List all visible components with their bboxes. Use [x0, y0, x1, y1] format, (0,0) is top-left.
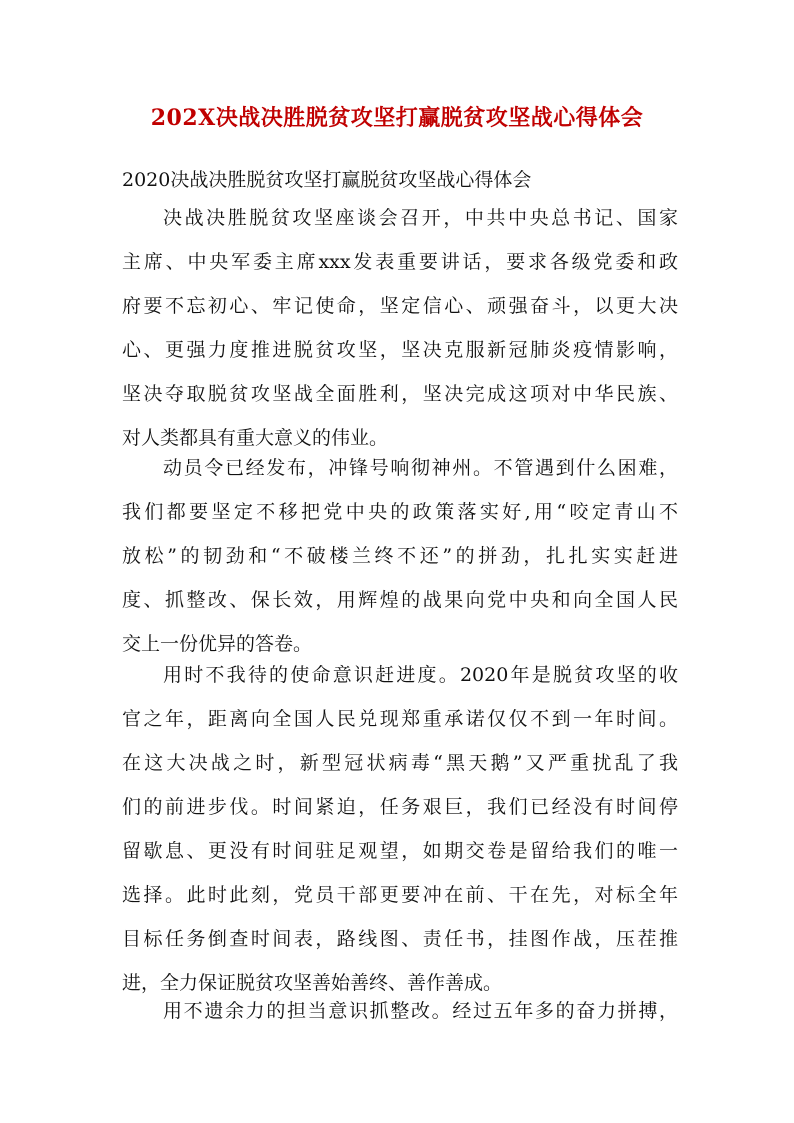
text-line: 用时不我待的使命意识赶进度。2020年是脱贫攻坚的收: [163, 664, 678, 686]
text-line: 坚决夺取脱贫攻坚战全面胜利，坚决完成这项对中华民族、: [122, 383, 678, 405]
text-line: 动员令已经发布，冲锋号响彻神州。不管遇到什么困难，: [163, 457, 678, 479]
text-line: 留歇息、更没有时间驻足观望，如期交卷是留给我们的唯一: [122, 840, 678, 862]
text-line: 主席、中央军委主席xxx发表重要讲话，要求各级党委和政: [122, 251, 678, 273]
text-line: 对人类都具有重大意义的伟业。: [122, 427, 389, 449]
text-line: 进，全力保证脱贫攻坚善始善终、善作善成。: [122, 972, 503, 994]
text-line: 选择。此时此刻，党员干部更要冲在前、干在先，对标全年: [122, 884, 678, 906]
document-title: 202X决战决胜脱贫攻坚打赢脱贫攻坚战心得体会: [150, 105, 644, 131]
text-line: 官之年，距离向全国人民兑现郑重承诺仅仅不到一年时间。: [122, 708, 678, 730]
text-line: 交上一份优异的答卷。: [122, 633, 313, 655]
document-subtitle: 2020决战决胜脱贫攻坚打赢脱贫攻坚战心得体会: [122, 169, 532, 191]
text-line: 心、更强力度推进脱贫攻坚，坚决克服新冠肺炎疫情影响，: [122, 339, 678, 361]
text-line: 用不遗余力的担当意识抓整改。经过五年多的奋力拼搏，: [163, 1000, 678, 1022]
text-line: 目标任务倒查时间表，路线图、责任书，挂图作战，压茬推: [122, 928, 678, 950]
text-line: 决战决胜脱贫攻坚座谈会召开，中共中央总书记、国家: [163, 207, 678, 229]
text-line: 我们都要坚定不移把党中央的政策落实好,用“咬定青山不: [122, 501, 678, 523]
text-line: 放松”的韧劲和“不破楼兰终不还”的拼劲，扎扎实实赶进: [122, 545, 678, 567]
text-line: 在这大决战之时，新型冠状病毒“黑天鹅”又严重扰乱了我: [122, 752, 678, 774]
text-line: 们的前进步伐。时间紧迫，任务艰巨，我们已经没有时间停: [122, 796, 678, 818]
text-line: 府要不忘初心、牢记使命，坚定信心、顽强奋斗，以更大决: [122, 295, 678, 317]
text-line: 度、抓整改、保长效，用辉煌的战果向党中央和向全国人民: [122, 589, 678, 611]
